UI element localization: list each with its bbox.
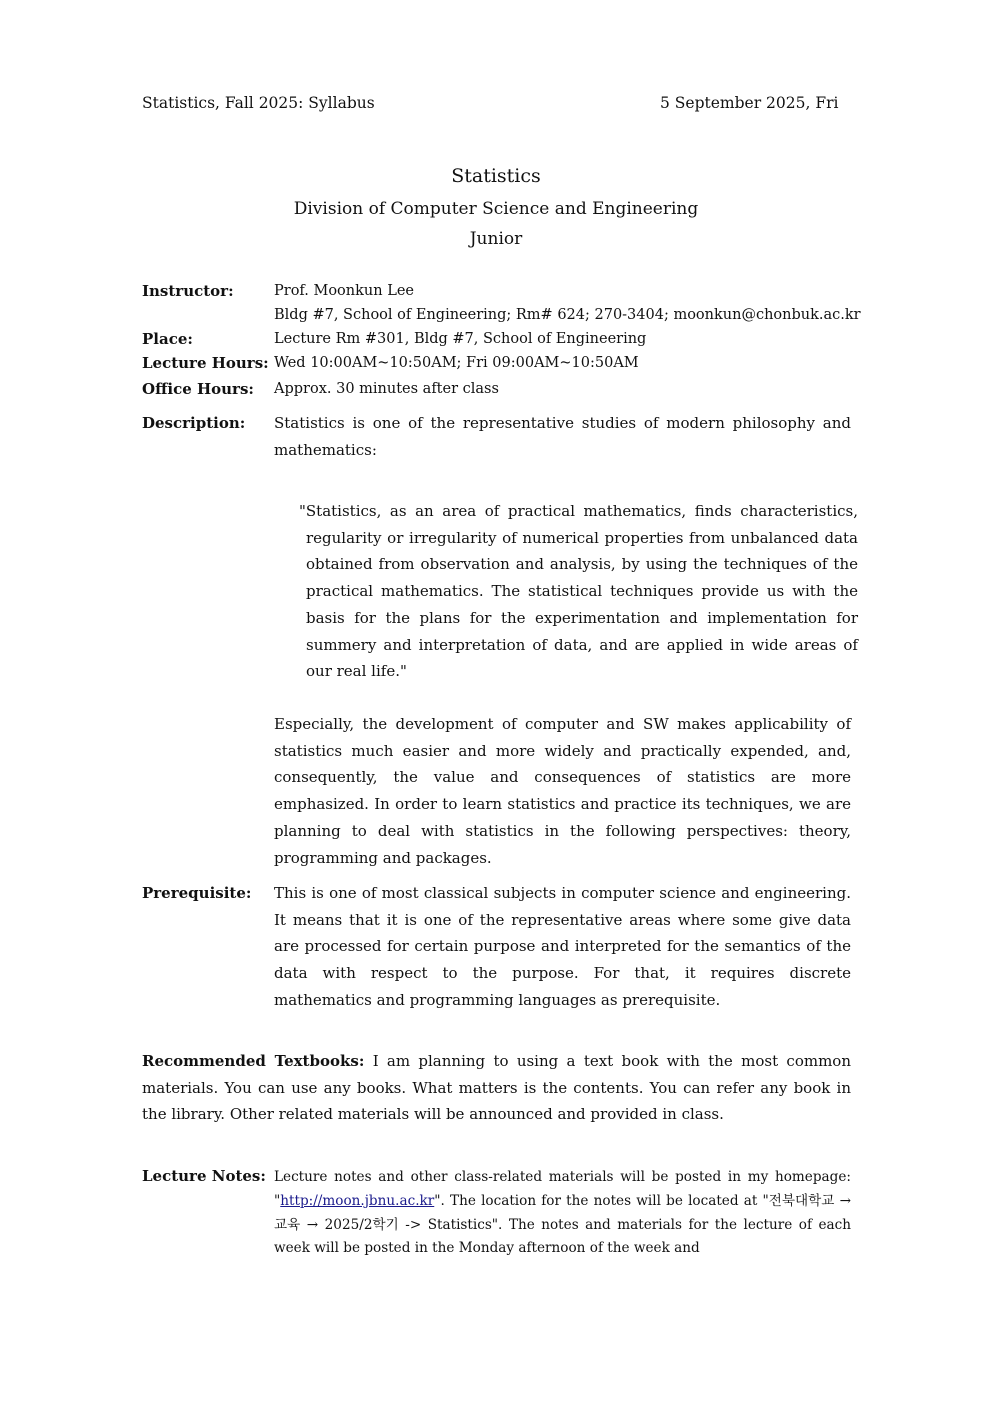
textbooks-section <box>142 1048 851 1128</box>
instructor-contact: Bldg #7, School of Engineering; Rm# 624; 270-3404; moonkun@chonbuk.ac.kr <box>274 307 861 323</box>
course-title: Statistics <box>451 165 541 187</box>
prerequisite-label: Prerequisite: <box>142 884 252 902</box>
description-intro: Statistics is one of the representative studies of modern philosophy and mathematics: <box>274 414 851 459</box>
office-hours-value: Approx. 30 minutes after class <box>274 381 499 397</box>
lecture-hours-label: Lecture Hours: <box>142 354 269 372</box>
description-quote: "Statistics, as an area of practical mathematics, finds characteristics, regularity or irregularity of numerical properties from unbalanced data obtained from observation and analysis, by using the techniques of the practical mathematics. The statistical techniques provide us with the basis for the plans for the experimentation and implementation for summery and interpretation of data, and are applied in wide areas of our real life." <box>299 502 858 681</box>
description-label: Description: <box>142 414 246 432</box>
lecture-notes-after: ". The location for the notes will be located at "전북대학교 → 교육 → 2025/2학기 -> Statistics". The notes and materials for the lecture of each week will be posted in the Monday afternoon of the week and <box>274 1192 851 1257</box>
textbooks-label: Recommended Textbooks: <box>142 1052 365 1070</box>
lecture-hours-value: Wed 10:00AM~10:50AM; Fri 09:00AM~10:50AM <box>274 355 639 371</box>
header-date: 5 September 2025, Fri <box>660 94 839 112</box>
place-label: Place: <box>142 330 193 348</box>
place-value: Lecture Rm #301, Bldg #7, School of Engineering <box>274 331 647 347</box>
division-name: Division of Computer Science and Engineering <box>293 199 699 219</box>
homepage-link[interactable]: http://moon.jbnu.ac.kr <box>280 1192 435 1209</box>
textbooks-text: I am planning to using a text book with the most common materials. You can use any books. What matters is the contents. You can refer any book in the library. Other related materials will be announced and provided in class. <box>142 1052 851 1124</box>
instructor-label: Instructor: <box>142 282 234 300</box>
lecture-notes-label: Lecture Notes: <box>142 1167 266 1185</box>
header-left: Statistics, Fall 2025: Syllabus <box>142 94 375 112</box>
course-level: Junior <box>469 229 523 249</box>
lecture-notes-before: Lecture notes and other class-related materials will be posted in my homepage: " <box>274 1169 851 1209</box>
prerequisite-text: This is one of most classical subjects in computer science and engineering. It means that it is one of the representative areas where some give data are processed for certain purpose and interpreted for the semantics of the data with respect to the purpose. For that, it requires discrete mathematics and programming languages as prerequisite. <box>274 884 851 1009</box>
description-body: Especially, the development of computer and SW makes applicability of statistics much easier and more widely and practically expended, and, consequently, the value and consequences of statistics are more emphasized. In order to learn statistics and practice its techniques, we are planning to deal with statistics in the following perspectives: theory, programming and packages. <box>274 715 851 867</box>
lecture-notes-text <box>274 1166 851 1261</box>
office-hours-label: Office Hours: <box>142 380 254 398</box>
instructor-name: Prof. Moonkun Lee <box>274 283 414 299</box>
